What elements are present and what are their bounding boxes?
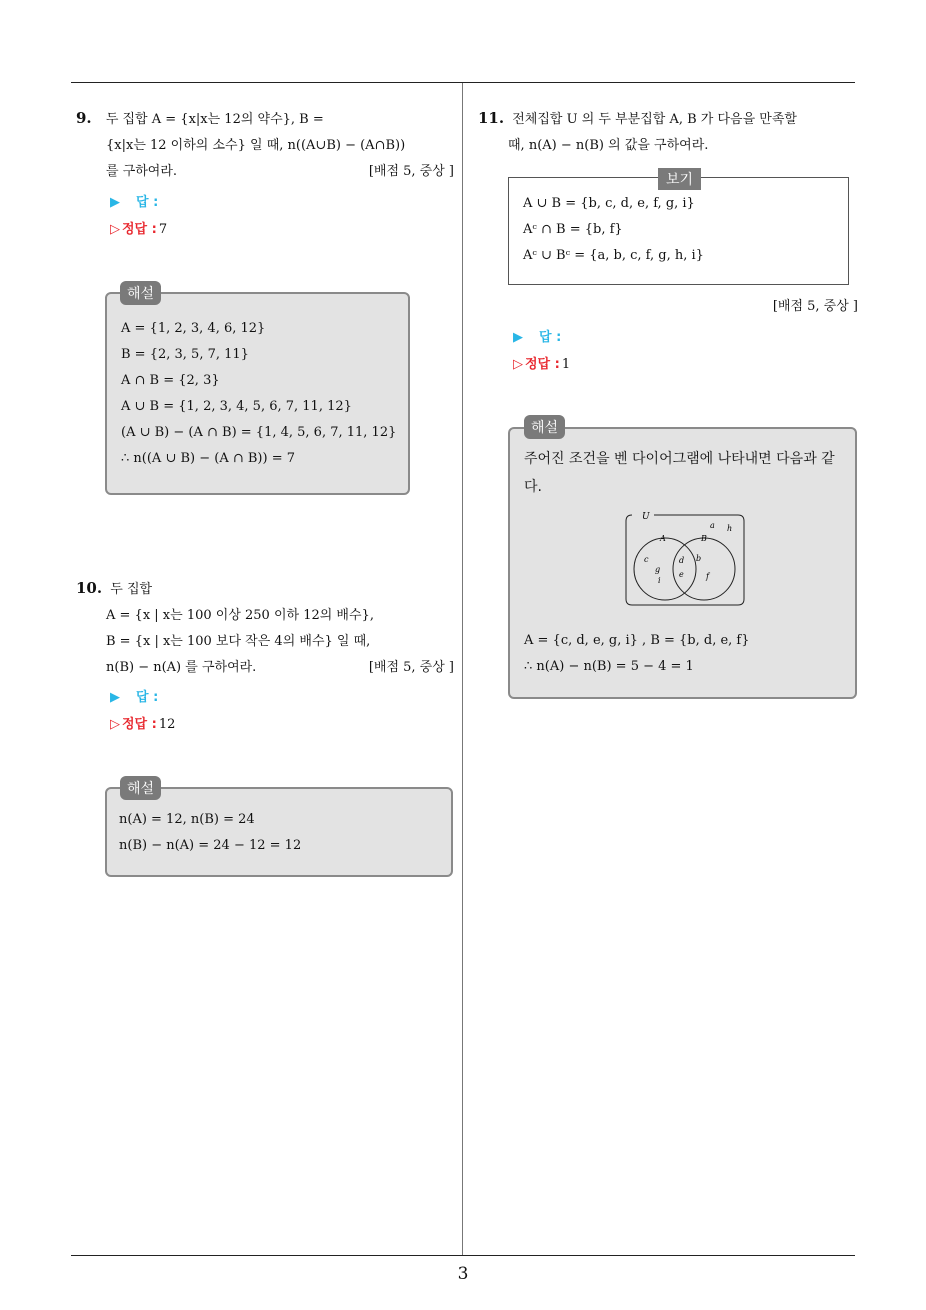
- page-number: 3: [457, 1264, 469, 1284]
- score-row: [700, 294, 858, 320]
- problem-10-line-4: [76, 655, 454, 681]
- question-text: 두 집합 A = {x|x는 12의 약수}, B =: [105, 112, 324, 127]
- correct-value: 12: [158, 717, 176, 732]
- question-text: 전체집합 U 의 두 부분집합 A, B 가 다음을 만족할: [512, 112, 797, 127]
- problem-number: 10.: [76, 579, 103, 597]
- venn-elem: i: [658, 576, 661, 585]
- venn-elem: f: [706, 572, 709, 581]
- correct-label: 정답 :: [525, 357, 560, 372]
- bogi-tag: 보기: [658, 168, 701, 190]
- problem-11: [478, 105, 858, 159]
- explanation-tag: 해설: [120, 776, 161, 800]
- venn-elem: g: [655, 565, 661, 574]
- venn-diagram: [622, 511, 748, 607]
- problem-11-line-2: 때, n(A) − n(B) 의 값을 구하여라.: [508, 138, 709, 153]
- problem-9-line-1: [76, 105, 454, 133]
- explanation-line: n(A) = 12, n(B) = 24: [119, 812, 255, 827]
- problem-10-line-1: [76, 575, 454, 603]
- explanation-box: [105, 787, 453, 877]
- filled-triangle-icon: ▶: [110, 195, 120, 210]
- problem-10-line-2: A = {x | x는 100 이상 250 이하 12의 배수},: [106, 608, 374, 623]
- problem-9-line-2: {x|x는 12 이하의 소수} 일 때, n((A∪B) − (A∩B)): [106, 138, 406, 153]
- open-triangle-icon: ▷: [110, 222, 120, 237]
- venn-circle-a: [634, 538, 696, 600]
- bogi-box: [508, 177, 849, 285]
- bogi-line: Aᶜ ∪ Bᶜ = {a, b, c, f, g, h, i}: [523, 248, 704, 263]
- correct-row: [513, 353, 570, 372]
- answer-row: [110, 686, 158, 705]
- explanation-line: (A ∪ B) − (A ∩ B) = {1, 4, 5, 6, 7, 11, 12}: [121, 425, 397, 440]
- problem-9-line-3: [76, 159, 454, 185]
- venn-elem: h: [727, 524, 733, 533]
- header-rule: [71, 82, 855, 83]
- footer-rule: [71, 1255, 855, 1256]
- venn-label-a: A: [660, 534, 666, 543]
- explanation-line: n(B) − n(A) = 24 − 12 = 12: [119, 838, 302, 853]
- correct-value: 1: [561, 357, 571, 372]
- explanation-body: [524, 628, 750, 680]
- correct-label: 정답 :: [122, 717, 157, 732]
- bogi-line: A ∪ B = {b, c, d, e, f, g, i}: [523, 196, 695, 211]
- explanation-text: 주어진 조건을 벤 다이어그램에 나타내면 다음과 같다.: [524, 451, 835, 495]
- explanation-line: A = {1, 2, 3, 4, 6, 12}: [121, 321, 266, 336]
- correct-label: 정답 :: [122, 222, 157, 237]
- filled-triangle-icon: ▶: [110, 690, 120, 705]
- score-label: [배점 5, 중상 ]: [368, 164, 454, 179]
- score-label: [배점 5, 중상 ]: [772, 299, 858, 314]
- explanation-tag: 해설: [120, 281, 161, 305]
- venn-elem: d: [679, 556, 685, 565]
- answer-row: [110, 191, 158, 210]
- venn-circle-b: [673, 538, 735, 600]
- explanation-tag: 해설: [524, 415, 565, 439]
- explanation-line: ∴ n((A ∪ B) − (A ∩ B)) = 7: [121, 451, 295, 466]
- question-text: 두 집합: [110, 582, 153, 597]
- problem-10: [76, 575, 454, 681]
- answer-label: 답 :: [539, 330, 562, 345]
- venn-elem: e: [679, 570, 684, 579]
- correct-row: [110, 713, 175, 732]
- answer-label: 답 :: [136, 195, 159, 210]
- explanation-body: [121, 316, 396, 472]
- bogi-line: Aᶜ ∩ B = {b, f}: [523, 222, 623, 237]
- question-text: n(B) − n(A) 를 구하여라.: [106, 660, 257, 675]
- venn-label-universe: U: [642, 512, 650, 522]
- problem-10-line-3: B = {x | x는 100 보다 작은 4의 배수} 일 때,: [106, 634, 371, 649]
- open-triangle-icon: ▷: [513, 357, 523, 372]
- explanation-line: A ∪ B = {1, 2, 3, 4, 5, 6, 7, 11, 12}: [121, 399, 352, 414]
- explanation-line: A = {c, d, e, g, i} , B = {b, d, e, f}: [524, 633, 750, 648]
- problem-number: 9.: [76, 109, 92, 127]
- answer-row: [513, 326, 561, 345]
- venn-elem: b: [696, 554, 702, 563]
- venn-elem: a: [710, 521, 715, 530]
- explanation-line: B = {2, 3, 5, 7, 11}: [121, 347, 249, 362]
- problem-11-line-1: [478, 105, 858, 133]
- open-triangle-icon: ▷: [110, 717, 120, 732]
- problem-9: [76, 105, 454, 185]
- explanation-body: [119, 807, 301, 859]
- explanation-box: [508, 427, 857, 699]
- venn-elem: c: [644, 555, 649, 564]
- explanation-line: ∴ n(A) − n(B) = 5 − 4 = 1: [524, 659, 694, 674]
- score-label: [배점 5, 중상 ]: [368, 660, 454, 675]
- problem-number: 11.: [478, 109, 505, 127]
- explanation-line: A ∩ B = {2, 3}: [121, 373, 220, 388]
- answer-label: 답 :: [136, 690, 159, 705]
- column-divider: [462, 83, 463, 1255]
- question-text: 를 구하여라.: [106, 164, 178, 179]
- correct-row: [110, 218, 167, 237]
- correct-value: 7: [158, 222, 168, 237]
- venn-label-b: B: [701, 534, 707, 543]
- filled-triangle-icon: ▶: [513, 330, 523, 345]
- explanation-box: [105, 292, 410, 495]
